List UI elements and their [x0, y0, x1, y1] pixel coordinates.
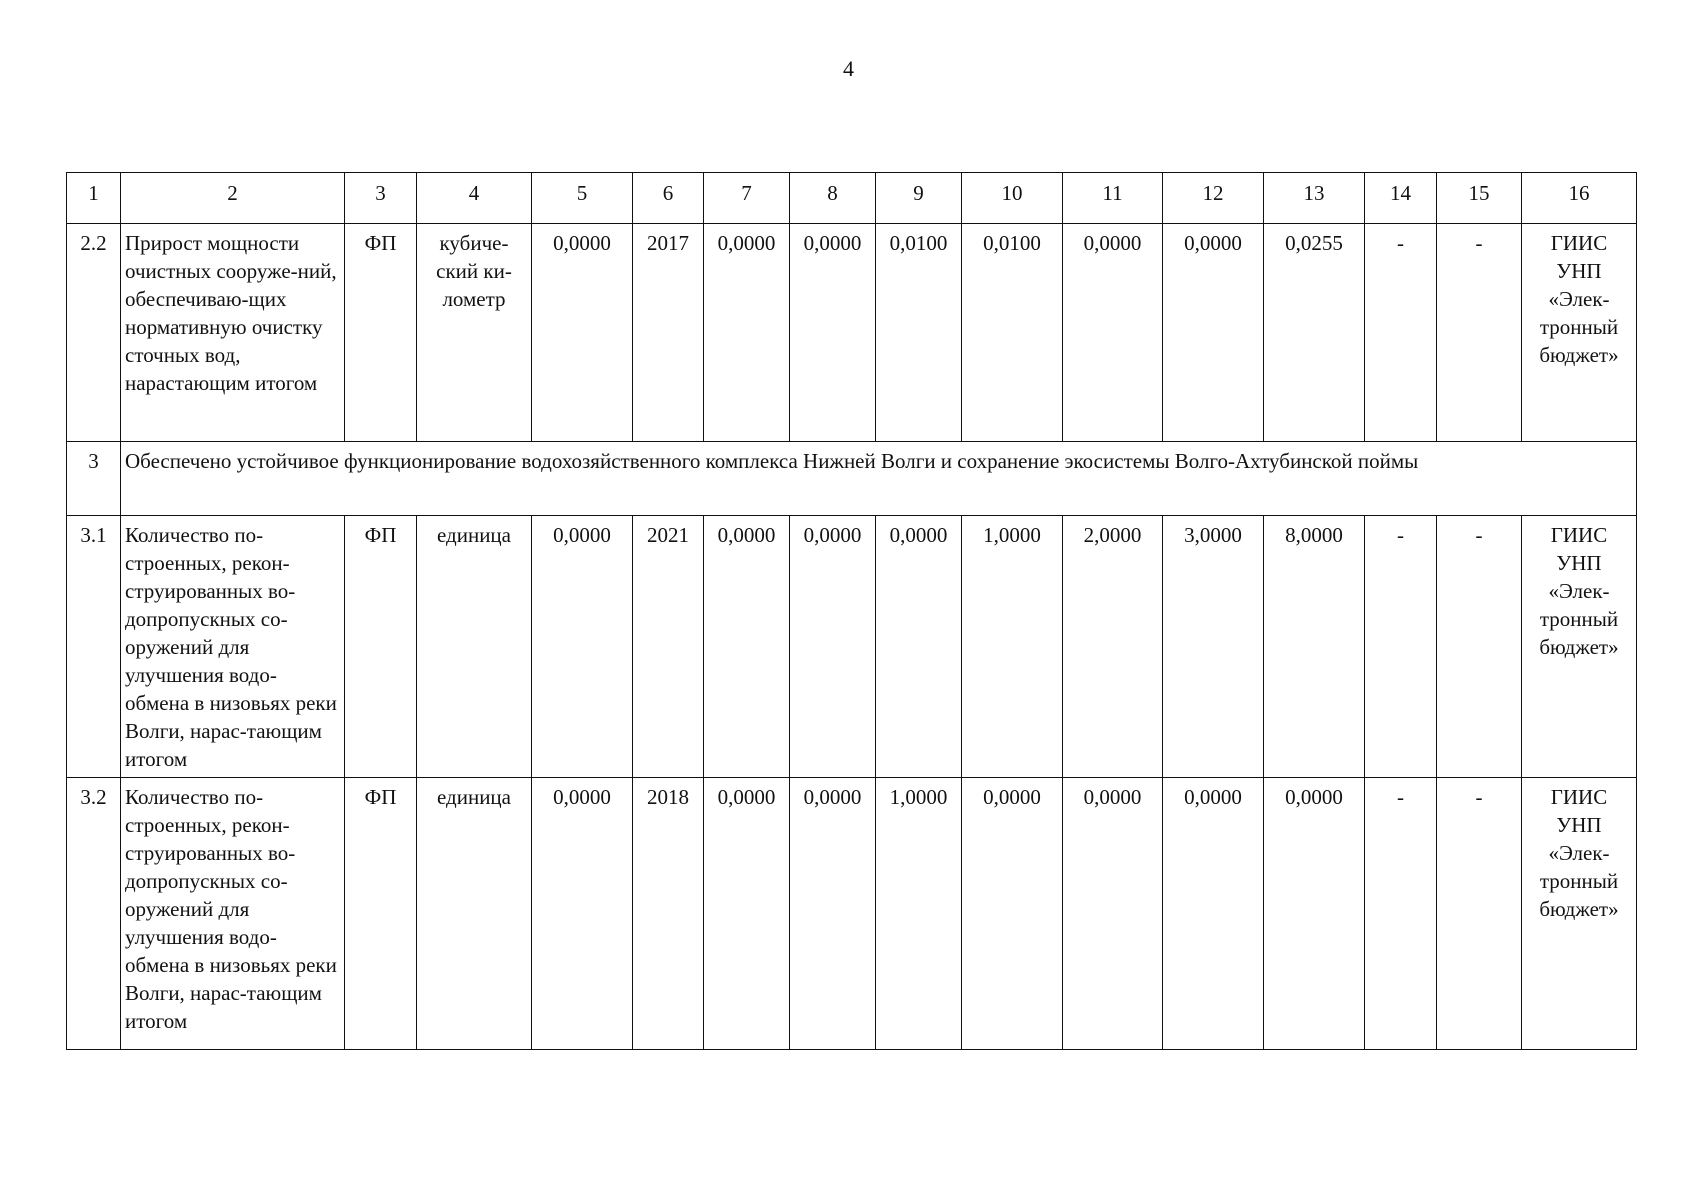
value-cell: 0,0000	[876, 516, 962, 778]
base-value: 0,0000	[532, 778, 633, 1050]
value-cell: -	[1437, 778, 1522, 1050]
value-cell: 8,0000	[1264, 516, 1365, 778]
value-cell: 0,0000	[790, 778, 876, 1050]
column-number: 1	[67, 173, 121, 224]
value-cell: 0,0100	[962, 224, 1063, 442]
value-cell: 2,0000	[1063, 516, 1163, 778]
column-number: 12	[1163, 173, 1264, 224]
value-cell: 0,0000	[704, 778, 790, 1050]
data-source: ГИИС УНП «Элек-тронный бюджет»	[1522, 224, 1637, 442]
unit-of-measure: единица	[417, 778, 532, 1050]
value-cell: 0,0000	[1163, 778, 1264, 1050]
column-number: 2	[121, 173, 345, 224]
column-number: 15	[1437, 173, 1522, 224]
data-source: ГИИС УНП «Элек-тронный бюджет»	[1522, 778, 1637, 1050]
column-number: 16	[1522, 173, 1637, 224]
unit-of-measure: единица	[417, 516, 532, 778]
column-number: 8	[790, 173, 876, 224]
column-number: 7	[704, 173, 790, 224]
column-number: 5	[532, 173, 633, 224]
value-cell: 0,0000	[790, 516, 876, 778]
base-value: 0,0000	[532, 516, 633, 778]
column-number: 3	[345, 173, 417, 224]
indicators-table	[66, 172, 1637, 1050]
section-row	[67, 442, 1637, 516]
value-cell: 0,0000	[790, 224, 876, 442]
column-number: 11	[1063, 173, 1163, 224]
indicator-name: Количество по-строенных, рекон-струированных во-допропускных со-оружений для улучшения водо-обмена в низовьях реки Волги, нарас-тающим итогом	[121, 778, 345, 1050]
row-number: 3.2	[67, 778, 121, 1050]
value-cell: -	[1365, 516, 1437, 778]
column-number: 13	[1264, 173, 1365, 224]
value-cell: -	[1365, 778, 1437, 1050]
section-title: Обеспечено устойчивое функционирование водохозяйственного комплекса Нижней Волги и сохранение экосистемы Волго-Ахтубинской поймы	[121, 442, 1637, 516]
page-number: 4	[843, 56, 854, 81]
table-row	[67, 516, 1637, 778]
value-cell: -	[1365, 224, 1437, 442]
value-cell: 1,0000	[962, 516, 1063, 778]
value-cell: 0,0255	[1264, 224, 1365, 442]
value-cell: 0,0000	[704, 516, 790, 778]
data-source: ГИИС УНП «Элек-тронный бюджет»	[1522, 516, 1637, 778]
table-row	[67, 224, 1637, 442]
base-value: 0,0000	[532, 224, 633, 442]
column-number: 4	[417, 173, 532, 224]
column-number-row	[67, 173, 1637, 224]
value-cell: 0,0000	[1063, 224, 1163, 442]
row-number: 2.2	[67, 224, 121, 442]
section-number: 3	[67, 442, 121, 516]
value-cell: 0,0000	[1163, 224, 1264, 442]
table-row	[67, 778, 1637, 1050]
value-cell: 0,0100	[876, 224, 962, 442]
column-number: 6	[633, 173, 704, 224]
indicator-name: Прирост мощности очистных сооруже-ний, обеспечиваю-щих нормативную очистку сточных вод, нарастающим итогом	[121, 224, 345, 442]
unit-of-measure: кубиче-ский ки-лометр	[417, 224, 532, 442]
base-year: 2017	[633, 224, 704, 442]
value-cell: 0,0000	[962, 778, 1063, 1050]
indicator-name: Количество по-строенных, рекон-струированных во-допропускных со-оружений для улучшения водо-обмена в низовьях реки Волги, нарас-тающим итогом	[121, 516, 345, 778]
column-number: 14	[1365, 173, 1437, 224]
value-cell: 3,0000	[1163, 516, 1264, 778]
value-cell: 0,0000	[1264, 778, 1365, 1050]
value-cell: 1,0000	[876, 778, 962, 1050]
indicator-type: ФП	[345, 516, 417, 778]
base-year: 2018	[633, 778, 704, 1050]
indicator-type: ФП	[345, 778, 417, 1050]
column-number: 10	[962, 173, 1063, 224]
value-cell: 0,0000	[1063, 778, 1163, 1050]
indicator-type: ФП	[345, 224, 417, 442]
value-cell: -	[1437, 224, 1522, 442]
base-year: 2021	[633, 516, 704, 778]
column-number: 9	[876, 173, 962, 224]
value-cell: -	[1437, 516, 1522, 778]
value-cell: 0,0000	[704, 224, 790, 442]
row-number: 3.1	[67, 516, 121, 778]
